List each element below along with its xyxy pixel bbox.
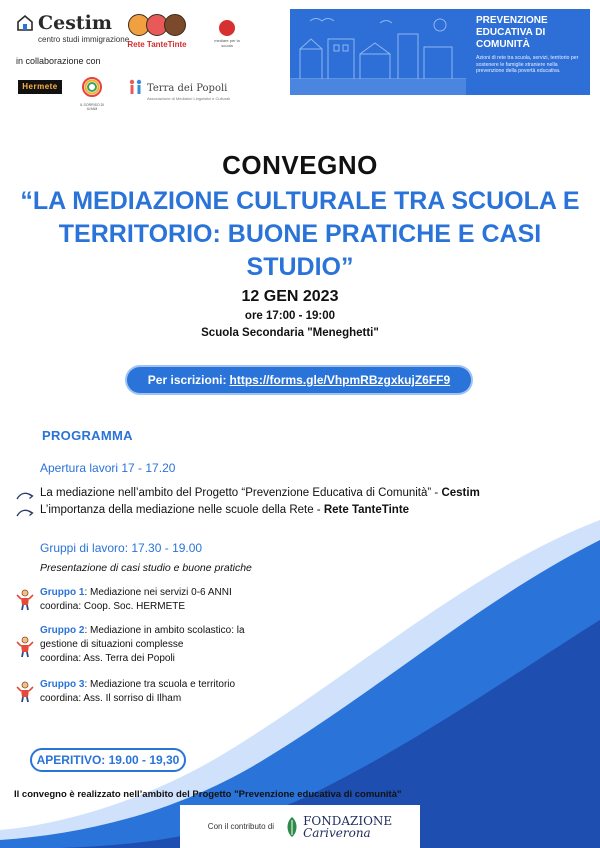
sponsor-pre: Con il contributo di: [207, 822, 275, 831]
curved-arrow-icon: [15, 491, 35, 501]
banner-title: PREVENZIONE EDUCATIVA DI COMUNITÀ: [476, 15, 548, 50]
group-1-name: Gruppo 1: [40, 587, 85, 598]
event-venue: Scuola Secondaria "Meneghetti": [201, 327, 379, 339]
collab-label: in collaborazione con: [16, 56, 101, 66]
terra-subtitle: Associazione di Mediatori Linguistici e Culturali: [147, 96, 231, 101]
aperitivo-badge: APERITIVO: 19.00 - 19,30: [30, 748, 186, 772]
people-icon: [128, 78, 144, 96]
child-figure-icon: [16, 681, 34, 703]
opening-label: Apertura lavori 17 - 17.20: [40, 461, 176, 475]
child-figure-icon: [16, 636, 34, 658]
group-2-name: Gruppo 2: [40, 625, 85, 636]
group-1-coord: coordina: Coop. Soc. HERMETE: [40, 601, 186, 612]
programme-heading: PROGRAMMA: [42, 428, 133, 443]
fondazione-cariverona-logo: [284, 815, 392, 839]
cestim-subtitle: centro studi immigrazione: [38, 35, 130, 44]
rete-name: Rete TanteTinte: [127, 40, 187, 49]
registration-pill: [127, 367, 471, 393]
fondazione-mark-icon: [284, 816, 300, 838]
rete-tantetinte-logo: [126, 12, 188, 49]
faces-icon: [126, 12, 188, 38]
mediare-text: mediare per la scuola: [214, 38, 240, 48]
group-3-coord: coordina: Ass. Il sorriso di Ilham: [40, 693, 182, 704]
cestim-name: Cestim: [38, 12, 113, 34]
hand-icon: [219, 20, 235, 36]
group-3-name: Gruppo 3: [40, 679, 85, 690]
event-hours: ore 17:00 - 19:00: [244, 310, 336, 322]
opening-item-1: [40, 487, 480, 499]
hermete-logo: Hermete: [18, 80, 62, 94]
registration-link[interactable]: https://forms.gle/VhpmRBzgxkujZ6FF9: [229, 373, 451, 387]
sorriso-text: IL SORRISO DI ILHAM: [79, 103, 105, 111]
sponsor-line-2: Cariverona: [303, 825, 371, 840]
groups-note: Presentazione di casi studio e buone pratiche: [40, 562, 252, 574]
opening-item-2: [40, 504, 409, 516]
project-banner: [290, 9, 590, 95]
sponsor-box: [180, 805, 420, 848]
group-1-topic: : Mediazione nei servizi 0-6 ANNI: [84, 587, 232, 598]
cestim-logo: [16, 14, 129, 44]
event-date: 12 GEN 2023: [241, 288, 339, 305]
opening-item-1-text: La mediazione nell’ambito del Progetto “Prevenzione Educativa di Comunità” -: [40, 487, 442, 499]
terra-name: Terra dei Popoli: [147, 83, 228, 94]
event-kind: CONVEGNO: [222, 150, 378, 180]
registration-label: Per iscrizioni:: [147, 373, 227, 387]
child-figure-icon: [16, 589, 34, 611]
group-1: [40, 586, 232, 614]
event-title: “LA MEDIAZIONE CULTURALE TRA SCUOLA E TERRITORIO: BUONE PRATICHE E CASI STUDIO”: [20, 187, 580, 281]
sorriso-logo: [76, 76, 108, 111]
opening-item-2-text: L’importanza della mediazione nelle scuole della Rete -: [40, 504, 324, 516]
opening-item-2-by: Rete TanteTinte: [323, 504, 410, 516]
groups-label: Gruppi di lavoro: 17.30 - 19.00: [40, 541, 203, 555]
group-2-topic-1: : Mediazione in ambito scolastico: la: [84, 625, 245, 636]
group-2: [40, 624, 245, 666]
banner-text: Azioni di rete tra scuola, servizi, territorio per sostenere le famiglie straniere nella prevenzione della povertà educativa.: [476, 55, 579, 75]
opening-item-1-by: Cestim: [441, 487, 480, 499]
sponsor-line-1: FONDAZIONE: [303, 813, 393, 828]
group-2-coord: coordina: Ass. Terra dei Popoli: [40, 653, 175, 664]
curved-arrow-icon: [15, 508, 35, 518]
mediare-logo: [212, 20, 242, 48]
house-icon: [16, 14, 34, 32]
city-illustration-icon: [290, 9, 466, 95]
rainbow-icon: [81, 76, 103, 98]
group-2-topic-2: gestione di situazioni complesse: [40, 639, 184, 650]
terra-dei-popoli-logo: [128, 78, 230, 101]
footer-note: Il convegno è realizzato nell’ambito del Progetto "Prevenzione educativa di comunità": [14, 789, 402, 800]
group-3: [40, 678, 235, 706]
group-3-topic: : Mediazione tra scuola e territorio: [84, 679, 236, 690]
